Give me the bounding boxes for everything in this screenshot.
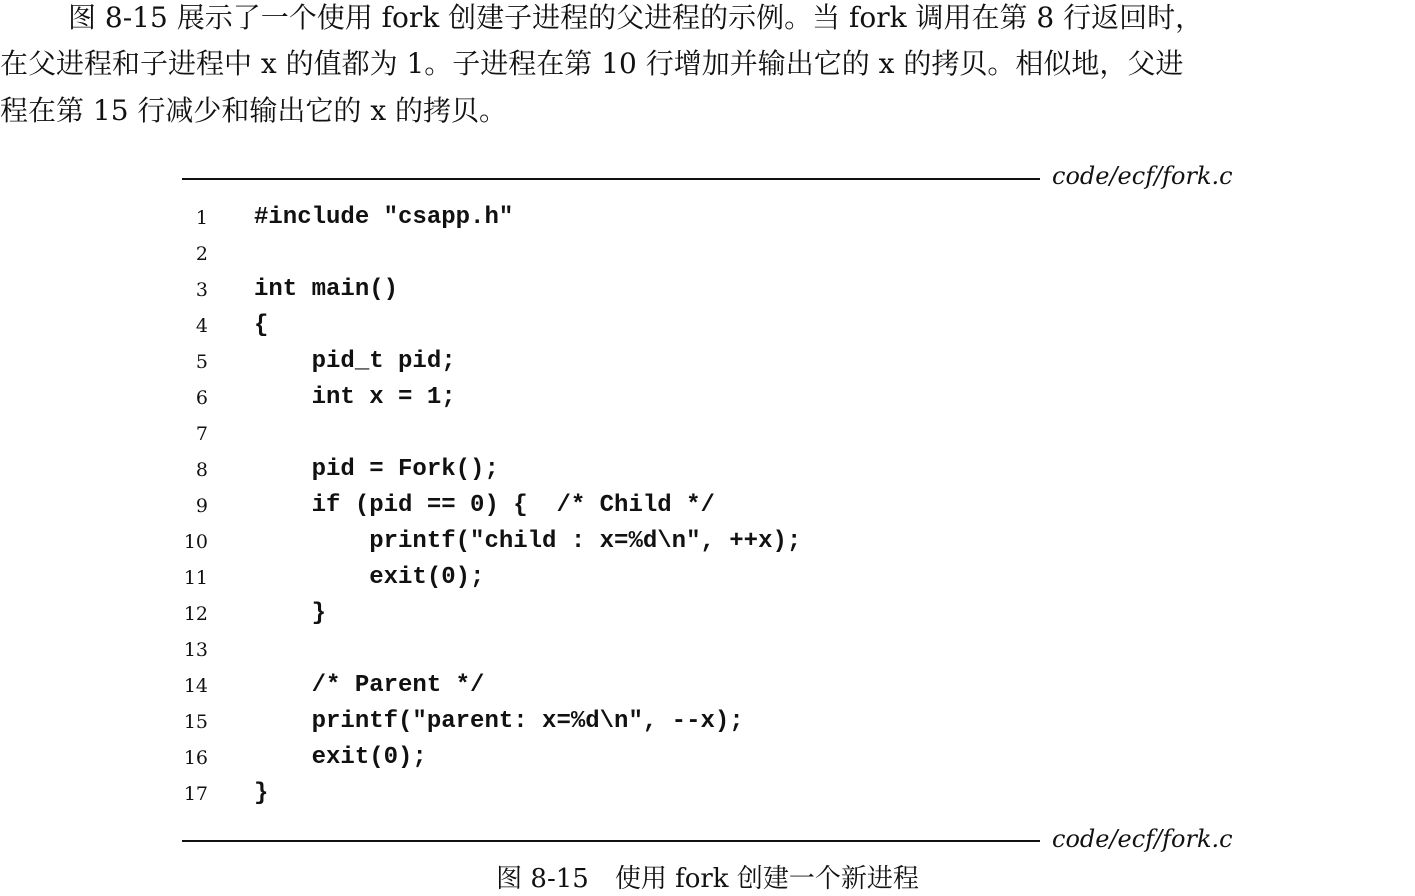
code-line xyxy=(0,452,1415,488)
line-number: 12 xyxy=(183,603,208,625)
code-line xyxy=(0,200,1415,236)
code-text: pid = Fork(); xyxy=(254,456,499,483)
listing-bottom-rule xyxy=(182,840,1040,842)
code-line xyxy=(0,776,1415,812)
line-number: 11 xyxy=(183,567,208,589)
code-line xyxy=(0,524,1415,560)
paragraph-line: 在父进程和子进程中 x 的值都为 1。子进程在第 10 行增加并输出它的 x 的拷贝。相似地，父进 xyxy=(0,47,1184,80)
line-number: 16 xyxy=(183,747,208,769)
line-number: 6 xyxy=(195,387,208,409)
code-text: /* Parent */ xyxy=(254,672,485,699)
intro-paragraph xyxy=(0,0,1415,130)
line-number: 13 xyxy=(183,639,208,661)
code-text: printf("child : x=%d\n", ++x); xyxy=(254,528,802,555)
code-line xyxy=(0,308,1415,344)
line-number: 10 xyxy=(183,531,208,553)
code-line xyxy=(0,560,1415,596)
line-number: 3 xyxy=(195,279,208,301)
code-line xyxy=(0,668,1415,704)
code-text: exit(0); xyxy=(254,744,427,771)
code-text: printf("parent: x=%d\n", --x); xyxy=(254,708,744,735)
code-text: } xyxy=(254,600,327,627)
paragraph-line: 图 8-15 展示了一个使用 fork 创建子进程的父进程的示例。当 fork 调用在第 8 行返回时， xyxy=(68,1,1204,34)
paragraph-line: 程在第 15 行减少和输出它的 x 的拷贝。 xyxy=(0,94,508,127)
line-number: 4 xyxy=(195,315,208,337)
code-line xyxy=(0,488,1415,524)
code-text: exit(0); xyxy=(254,564,485,591)
code-text: } xyxy=(254,780,269,807)
code-text: { xyxy=(254,312,269,339)
line-number: 2 xyxy=(195,243,208,265)
code-line xyxy=(0,236,1415,272)
code-line xyxy=(0,416,1415,452)
line-number: 1 xyxy=(195,207,208,229)
listing-top-rule xyxy=(182,178,1040,180)
line-number: 9 xyxy=(195,495,208,517)
line-number: 14 xyxy=(183,675,208,697)
code-text: pid_t pid; xyxy=(254,348,456,375)
listing-filename-top: code/ecf/fork.c xyxy=(1052,162,1233,190)
line-number: 8 xyxy=(195,459,208,481)
line-number: 15 xyxy=(183,711,208,733)
figure-caption: 图 8-15 使用 fork 创建一个新进程 xyxy=(496,864,919,894)
code-text: if (pid == 0) { /* Child */ xyxy=(254,492,715,519)
code-line xyxy=(0,272,1415,308)
line-number: 5 xyxy=(195,351,208,373)
code-text: int main() xyxy=(254,276,399,303)
code-line xyxy=(0,380,1415,416)
code-line xyxy=(0,704,1415,740)
code-line xyxy=(0,632,1415,668)
line-number: 7 xyxy=(195,423,208,445)
code-text: #include "csapp.h" xyxy=(254,204,514,231)
code-line xyxy=(0,740,1415,776)
code-line xyxy=(0,596,1415,632)
listing-filename-bottom: code/ecf/fork.c xyxy=(1052,825,1233,853)
line-number: 17 xyxy=(183,783,208,805)
code-line xyxy=(0,344,1415,380)
code-text: int x = 1; xyxy=(254,384,456,411)
